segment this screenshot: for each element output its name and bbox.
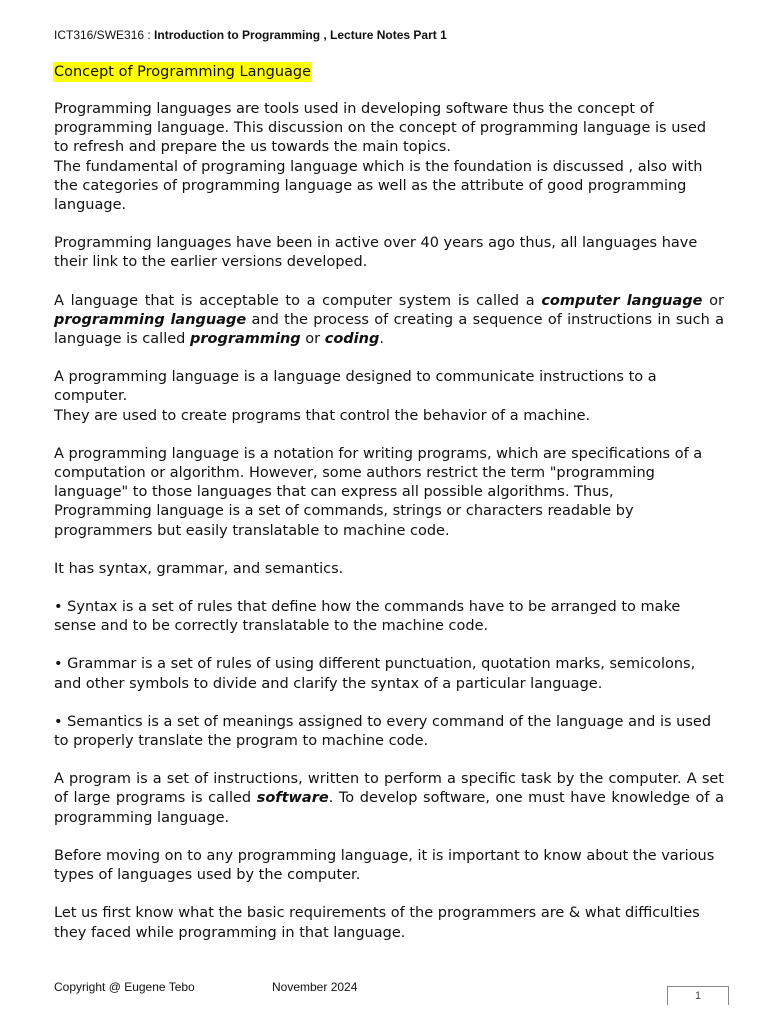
term-software: software	[256, 790, 329, 807]
paragraph-2: The fundamental of programing language which is the foundation is discussed , also with the categories of programming language as well as the attribute of good programming language.	[54, 158, 703, 214]
p4-text-2: or	[702, 292, 724, 309]
paragraph-1: Programming languages are tools used in developing software thus the concept of programming language. This discussion on the concept of programming language is used to refresh and prepare the us towards the main topics.	[54, 101, 707, 156]
term-coding: coding	[324, 331, 380, 348]
bullet-syntax: • Syntax is a set of rules that define how the commands have to be arranged to make sense and to be correctly translatable to the machine code.	[54, 599, 681, 635]
paragraph-3: Programming languages have been in active over 40 years ago thus, all languages have their link to the earlier versions developed.	[54, 235, 698, 271]
paragraph-5: A programming language is a language designed to communicate instructions to a computer.	[54, 369, 657, 405]
paragraph-7: A programming language is a notation for writing programs, which are specifications of a computation or algorithm. However, some authors restrict the term "programming language" to those languages that can express all possible algorithms. Thus, Programming language is a set of commands, strings or characters readable by programmers but easily translatable to machine code.	[54, 445, 703, 539]
term-programming-language: programming language	[54, 311, 247, 328]
paragraph-8: It has syntax, grammar, and semantics.	[54, 560, 344, 577]
term-computer-language: computer language	[541, 292, 703, 309]
bullet-semantics: • Semantics is a set of meanings assigned to every command of the language and is used to properly translate the program to machine code.	[54, 713, 712, 750]
p12-text-1: A program is a set of instructions, written to perform a specific task by the computer. A set of large programs is called	[54, 771, 724, 807]
p4-text-3: and the process of creating a sequence of instructions in such a language is called	[54, 311, 724, 348]
course-code: ICT316/SWE316 :	[54, 28, 155, 42]
section-heading: Concept of Programming Language	[54, 64, 312, 80]
p4-text-4: or	[300, 331, 325, 348]
p4-text-5: .	[379, 331, 384, 348]
paragraph-4	[54, 292, 724, 350]
page-header	[54, 28, 447, 42]
p12-text-2: . To develop software, one must have knowledge of a programming language.	[54, 790, 724, 826]
page-number: 1	[667, 986, 729, 1005]
p4-text-1: A language that is acceptable to a computer system is called a	[54, 292, 542, 309]
body-text	[54, 100, 724, 943]
copyright-text: Copyright @ Eugene Tebo	[54, 980, 195, 994]
term-programming: programming	[189, 331, 301, 348]
paragraph-14: Let us first know what the basic requirements of the programmers are & what difficulties they faced while programming in that language.	[54, 905, 700, 941]
page-footer	[54, 980, 358, 994]
paragraph-13: Before moving on to any programming language, it is important to know about the various types of languages used by the computer.	[54, 847, 715, 884]
footer-date: November 2024	[272, 980, 358, 994]
paragraph-6: They are used to create programs that control the behavior of a machine.	[54, 407, 591, 424]
paragraph-12	[54, 770, 724, 828]
bullet-grammar: • Grammar is a set of rules of using different punctuation, quotation marks, semicolons, and other symbols to divide and clarify the syntax of a particular language.	[54, 656, 696, 692]
lecture-title: Introduction to Programming , Lecture Notes Part 1	[154, 28, 447, 42]
